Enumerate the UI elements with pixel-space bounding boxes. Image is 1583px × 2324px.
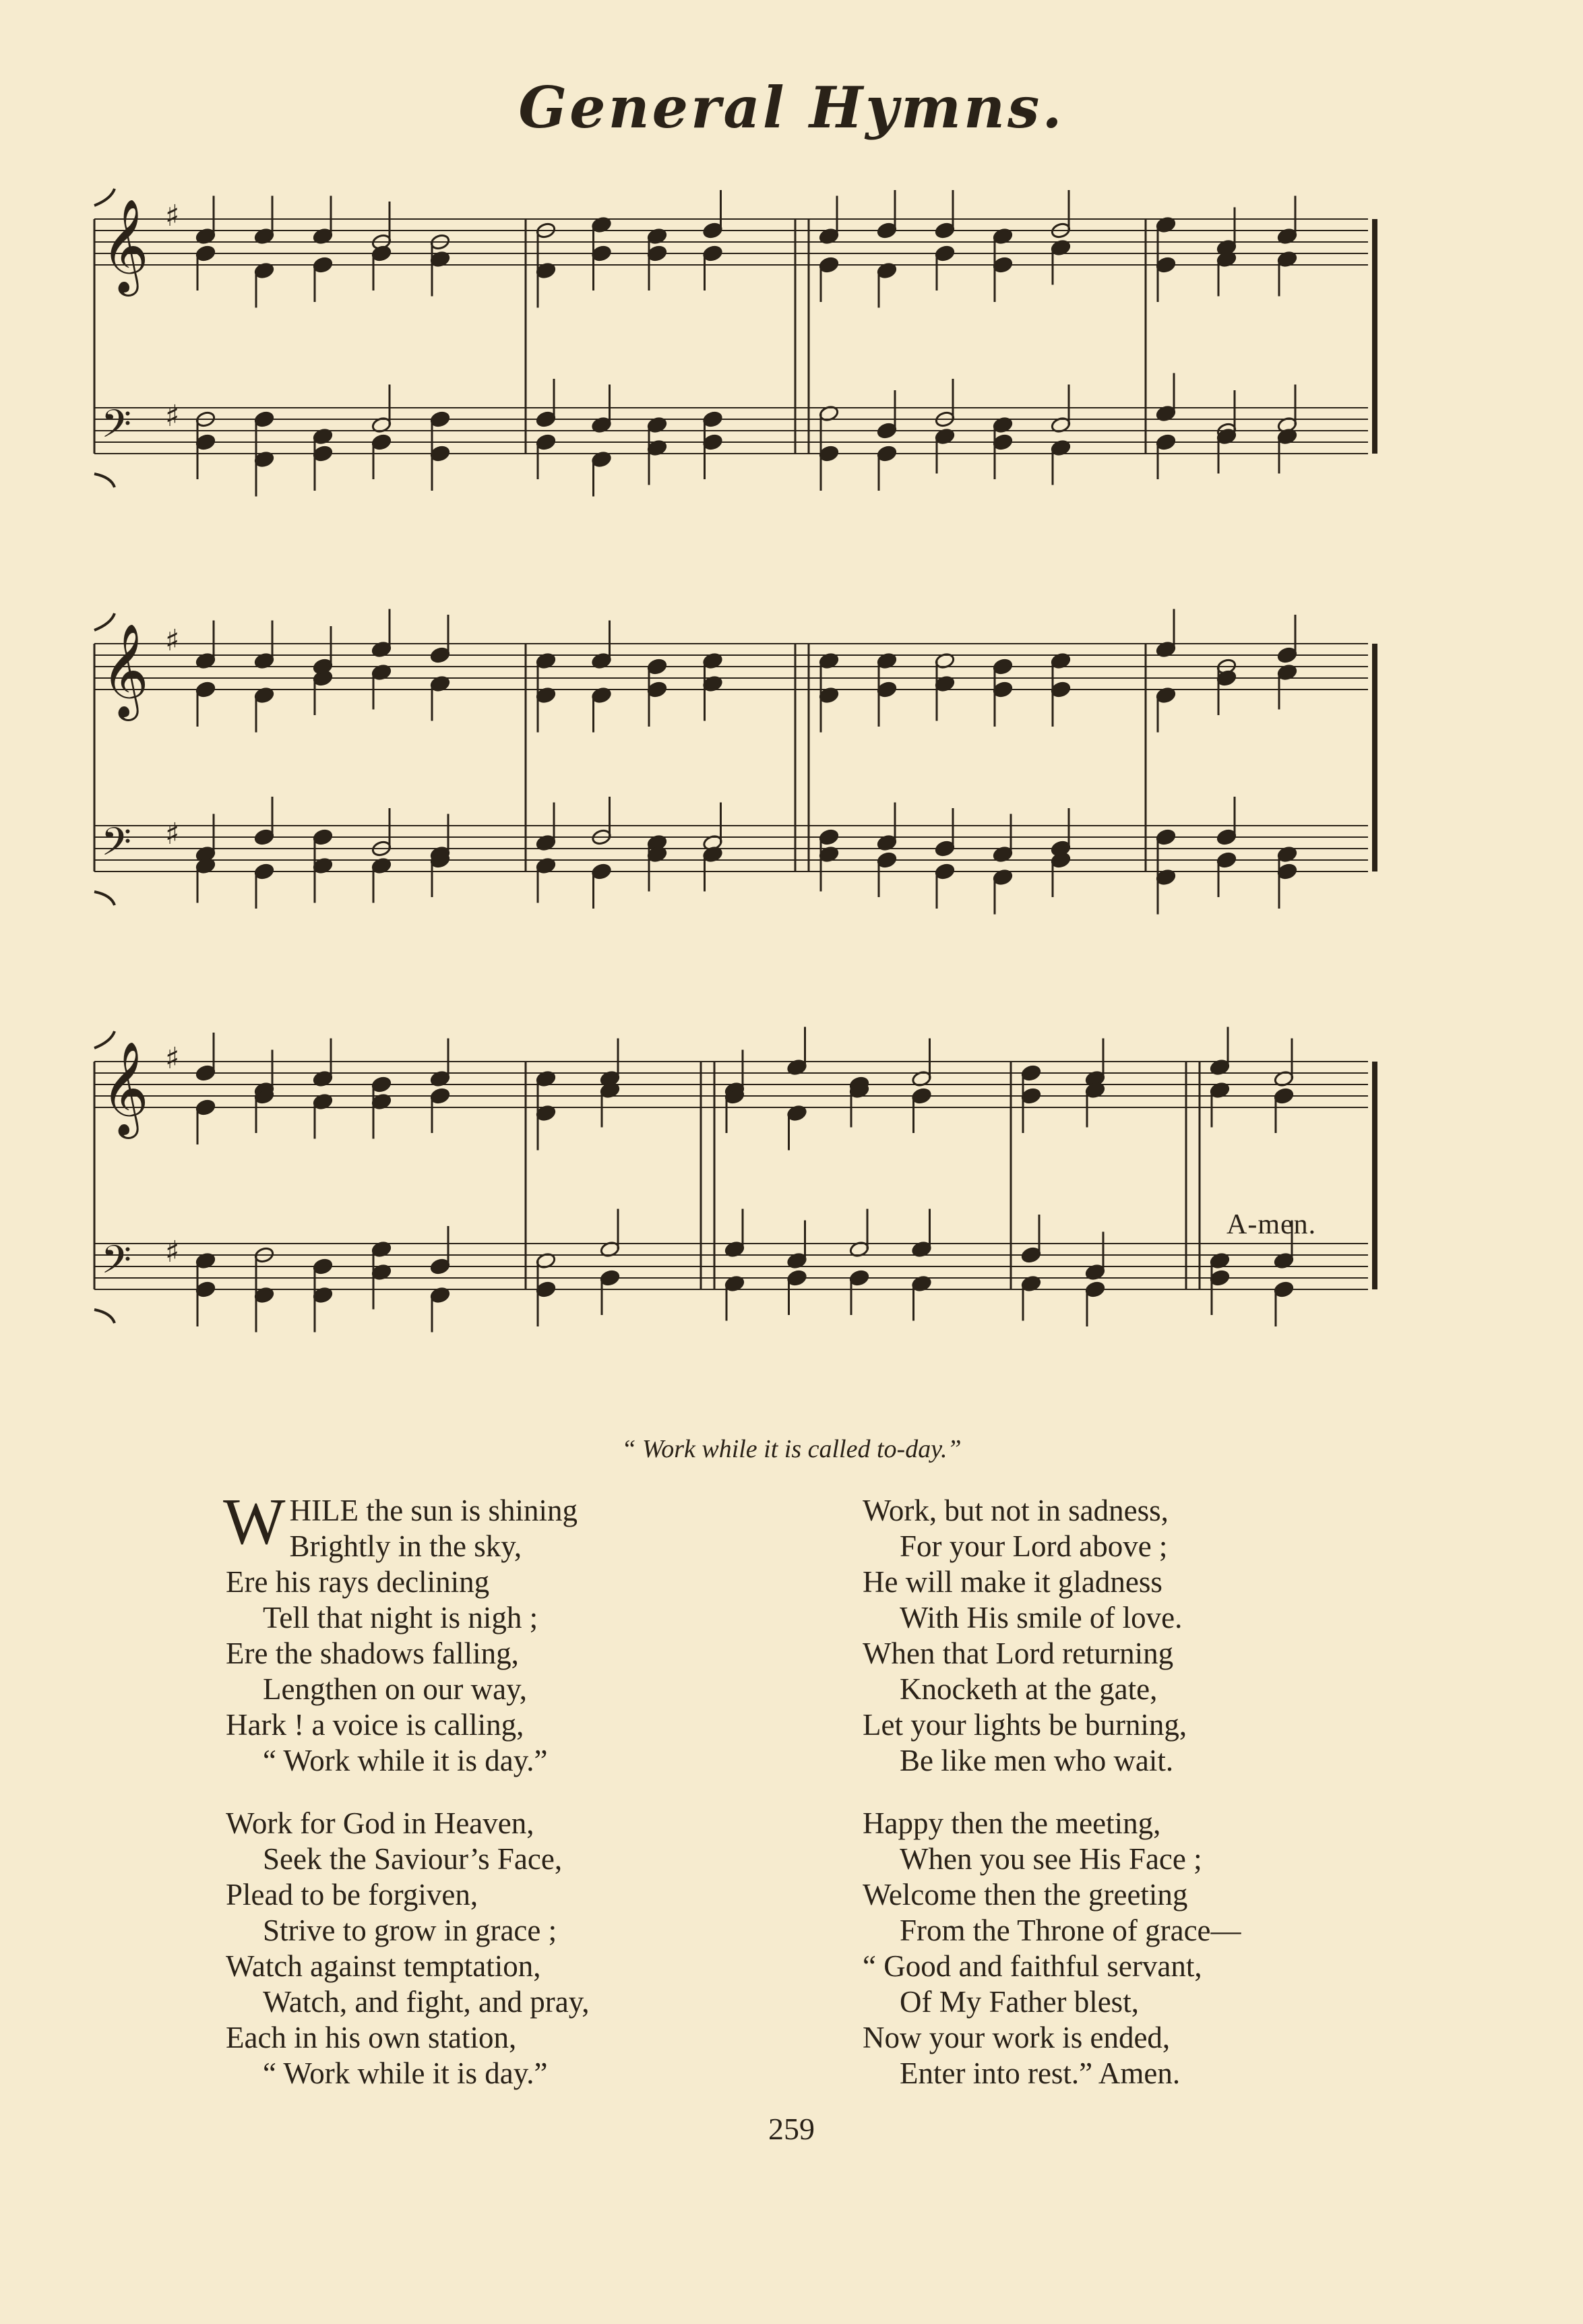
verse-line [226, 1743, 778, 1779]
verse-line [226, 1707, 778, 1743]
verse-text: Work, but not in sadness, [863, 1494, 1169, 1527]
verse-text: Ere the shadows falling, [226, 1637, 519, 1670]
sharp-icon: ♯ [165, 817, 180, 852]
verse-text: Tell that night is nigh ; [263, 1601, 538, 1634]
drop-cap: W [223, 1486, 286, 1558]
verse-text: “ Good and faithful servant, [863, 1949, 1202, 1983]
verse-line [863, 2056, 1415, 2091]
verse-text: Now your work is ended, [863, 2021, 1171, 2054]
verse-line [226, 1913, 778, 1949]
verse-text: Welcome then the greeting [863, 1878, 1188, 1912]
sharp-icon: ♯ [165, 1041, 180, 1076]
music-notation [88, 182, 1402, 1388]
treble-clef-icon: 𝄞 [101, 199, 149, 293]
verse-line [226, 1636, 778, 1672]
verse-text: HILE the sun is shining [289, 1494, 578, 1527]
verse-line [863, 1493, 1415, 1529]
sharp-icon: ♯ [165, 199, 180, 234]
verse-line [863, 1984, 1415, 2020]
verse-line [226, 1806, 778, 1841]
verse-line [863, 1672, 1415, 1707]
verse-text: When that Lord returning [863, 1637, 1174, 1670]
verse-line [863, 1707, 1415, 1743]
hymn-right-column [863, 1493, 1415, 2118]
verse-text: Work for God in Heaven, [226, 1806, 534, 1840]
hymn-caption: “ Work while it is called to-day.” [621, 1435, 962, 1463]
verse-text: Happy then the meeting, [863, 1806, 1161, 1840]
verse-line [863, 1529, 1415, 1564]
bass-clef-icon: 𝄢 [101, 819, 132, 874]
verse-line [863, 1841, 1415, 1877]
verse-line [226, 1984, 778, 2020]
verse-text: Lengthen on our way, [263, 1672, 527, 1706]
verse-line [863, 1564, 1415, 1600]
verse-line [226, 1672, 778, 1707]
verse-text: Of My Father blest, [900, 1985, 1139, 2019]
verse-text: Enter into rest.” Amen. [900, 2056, 1181, 2090]
treble-clef-icon: 𝄞 [101, 1041, 149, 1135]
verse-text: Let your lights be burning, [863, 1708, 1187, 1742]
verse-text: Plead to be forgiven, [226, 1878, 478, 1912]
verse-line [226, 2056, 778, 2091]
verse-text: He will make it gladness [863, 1565, 1162, 1599]
verse-text: With His smile of love. [900, 1601, 1183, 1634]
system-brace [94, 1310, 115, 1323]
verse-line [226, 1600, 778, 1636]
system-brace [94, 892, 115, 905]
page-number: 259 [768, 2112, 815, 2146]
verse-line [863, 1600, 1415, 1636]
verse-line [863, 1877, 1415, 1913]
verse-line [863, 1949, 1415, 1984]
stanza [863, 1806, 1415, 2091]
verse-text: Each in his own station, [226, 2021, 517, 2054]
verse-text: Watch, and fight, and pray, [263, 1985, 590, 2019]
verse-line [226, 1564, 778, 1600]
system-brace [94, 474, 115, 487]
treble-clef-icon: 𝄞 [101, 623, 149, 717]
verse-line [863, 1806, 1415, 1841]
verse-line [863, 1636, 1415, 1672]
verse-line [226, 1877, 778, 1913]
verse-text: For your Lord above ; [900, 1529, 1168, 1563]
page-header: General Hymns. [518, 74, 1065, 141]
sharp-icon: ♯ [165, 1235, 180, 1270]
verse-line [226, 1529, 778, 1564]
verse-line [863, 1913, 1415, 1949]
stanza [226, 1806, 778, 2091]
verse-text: When you see His Face ; [900, 1842, 1202, 1876]
bass-clef-icon: 𝄢 [101, 1237, 132, 1292]
amen-label: A-men. [1227, 1209, 1317, 1240]
hymn-left-column [223, 1486, 778, 2118]
verse-text: Knocketh at the gate, [900, 1672, 1158, 1706]
verse-line [226, 2020, 778, 2056]
verse-line [863, 2020, 1415, 2056]
verse-text: Seek the Saviour’s Face, [263, 1842, 563, 1876]
verse-text: Brightly in the sky, [289, 1529, 522, 1563]
verse-text: “ Work while it is day.” [263, 1744, 548, 1777]
verse-line [226, 1841, 778, 1877]
verse-text: “ Work while it is day.” [263, 2056, 548, 2090]
verse-line [226, 1949, 778, 1984]
stanza [223, 1486, 778, 1779]
verse-text: Hark ! a voice is calling, [226, 1708, 524, 1742]
sharp-icon: ♯ [165, 399, 180, 434]
sharp-icon: ♯ [165, 623, 180, 659]
verse-text: Watch against temptation, [226, 1949, 541, 1983]
verse-text: Be like men who wait. [900, 1744, 1174, 1777]
verse-text: Ere his rays declining [226, 1565, 490, 1599]
music-score [88, 182, 1402, 1388]
verse-text: From the Throne of grace— [900, 1914, 1241, 1947]
verse-line [863, 1743, 1415, 1779]
stanza [863, 1493, 1415, 1779]
bass-clef-icon: 𝄢 [101, 401, 132, 456]
verse-text: Strive to grow in grace ; [263, 1914, 557, 1947]
